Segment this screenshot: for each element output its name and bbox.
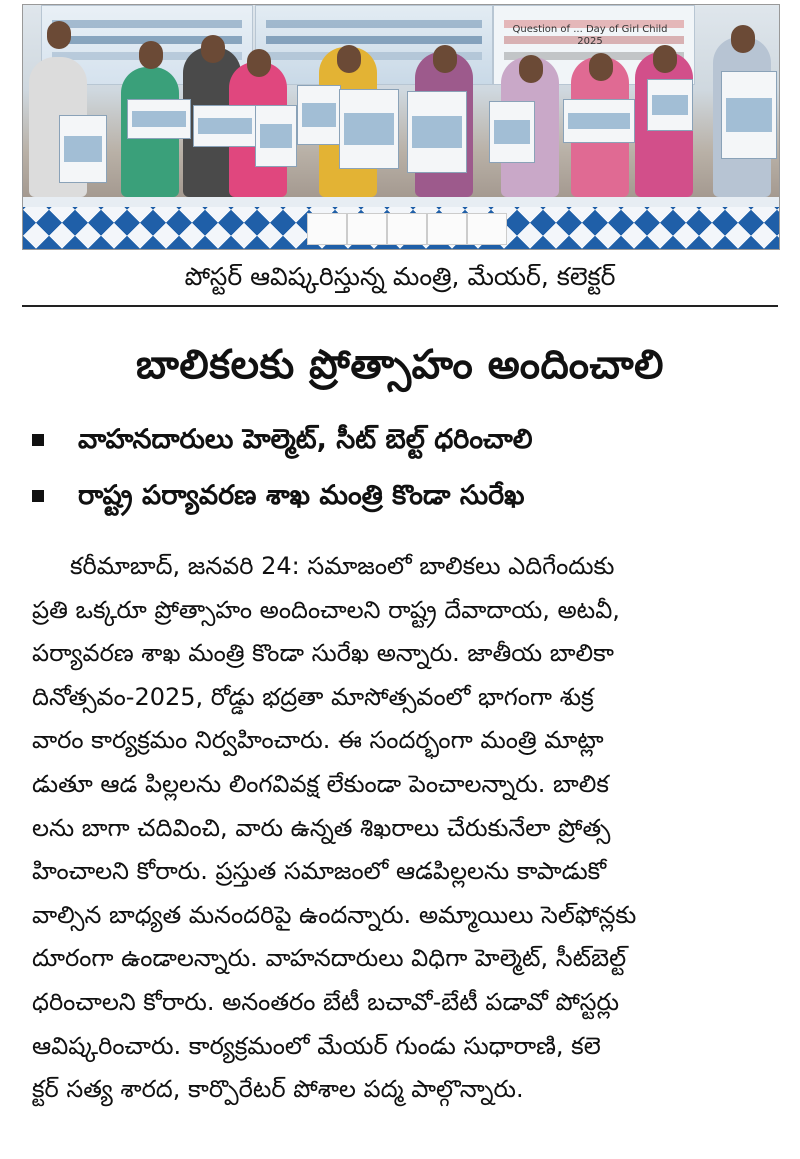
body-line: డుతూ ఆడ పిల్లలను లింగవివక్ష లేకుండా పెంచాలన్నారు. బాలిక bbox=[32, 769, 609, 798]
bullet-text: రాష్ట్ర పర్యావరణ శాఖ మంత్రి కొండా సురేఖ bbox=[78, 480, 525, 511]
bullet-text: వాహనదారులు హెల్మెట్, సీట్ బెల్ట్ ధరించాలి bbox=[78, 424, 533, 455]
poster bbox=[193, 105, 257, 147]
person-head bbox=[247, 49, 271, 77]
poster bbox=[563, 99, 635, 143]
body-line: దినోత్సవం-2025, రోడ్డు భద్రతా మాసోత్సవంలో భాగంగా శుక్ర bbox=[32, 682, 594, 711]
gift-box bbox=[347, 213, 387, 245]
body-line: కరీమాబాద్, జనవరి 24: సమాజంలో బాలికలు ఎదిగేందుకు bbox=[70, 552, 615, 580]
poster bbox=[297, 85, 341, 145]
poster bbox=[721, 71, 777, 159]
body-line: వారం కార్యక్రమం నిర్వహించారు. ఈ సందర్భంగా మంత్రి మాట్లా bbox=[32, 726, 604, 755]
person-head bbox=[433, 45, 457, 73]
person-head bbox=[201, 35, 225, 63]
subheadline-bullet bbox=[32, 468, 772, 524]
body-line: వాల్సిన బాధ్యత మనందరిపై ఉందన్నారు. అమ్మాయిలు సెల్‌ఫోన్లకు bbox=[32, 900, 637, 929]
headline: బాలికలకు ప్రోత్సాహం అందించాలి bbox=[136, 342, 664, 388]
person-head bbox=[519, 55, 543, 83]
body-line: ఆవిష్కరించారు. కార్యక్రమంలో మేయర్ గుండు సుధారాణి, కలె bbox=[32, 1031, 601, 1060]
gift-box bbox=[387, 213, 427, 245]
gift-box bbox=[467, 213, 507, 245]
person-head bbox=[589, 53, 613, 81]
poster bbox=[647, 79, 693, 131]
person-head bbox=[337, 45, 361, 73]
poster bbox=[407, 91, 467, 173]
poster bbox=[127, 99, 191, 139]
subheadline-bullet bbox=[32, 412, 772, 468]
person-head bbox=[47, 21, 71, 49]
photo-caption: పోస్టర్ ఆవిష్కరిస్తున్న మంత్రి, మేయర్, కలెక్టర్ bbox=[184, 262, 616, 291]
gift-box bbox=[427, 213, 467, 245]
body-line: హించాలని కోరారు. ప్రస్తుత సమాజంలో ఆడపిల్లలను కాపాడుకో bbox=[32, 857, 607, 886]
poster bbox=[339, 89, 399, 169]
person-head bbox=[139, 41, 163, 69]
subheadline-list bbox=[32, 412, 772, 524]
body-line: క్టర్ సత్య శారద, కార్పొరేటర్ పోశాల పద్మ పాల్గొన్నారు. bbox=[32, 1075, 524, 1104]
square-bullet-icon bbox=[32, 434, 44, 446]
body-line: లను బాగా చదివించి, వారు ఉన్నత శిఖరాలు చేరుకునేలా ప్రోత్స bbox=[32, 813, 611, 842]
square-bullet-icon bbox=[32, 490, 44, 502]
poster bbox=[489, 101, 535, 163]
body-line: ప్రతి ఒక్కరూ ప్రోత్సాహం అందించాలని రాష్ట్ర దేవాదాయ, అటవీ, bbox=[32, 595, 620, 624]
body-line: ధరించాలని కోరారు. అనంతరం బేటీ బచావో-బేటీ పడావో పోస్టర్లు bbox=[32, 987, 620, 1016]
gift-box bbox=[307, 213, 347, 245]
poster bbox=[255, 105, 297, 167]
person-head bbox=[731, 25, 755, 53]
article-body bbox=[32, 545, 772, 1112]
body-line: పర్యావరణ శాఖ మంత్రి కొండా సురేఖ అన్నారు. జాతీయ బాలికా bbox=[32, 639, 614, 668]
banner-text: Question of ... Day of Girl Child 2025 bbox=[512, 24, 668, 47]
poster bbox=[59, 115, 107, 183]
divider bbox=[22, 305, 778, 307]
body-line: దూరంగా ఉండాలన్నారు. వాహనదారులు విధిగా హెల్మెట్, సీట్‌బెల్ట్ bbox=[32, 944, 627, 973]
